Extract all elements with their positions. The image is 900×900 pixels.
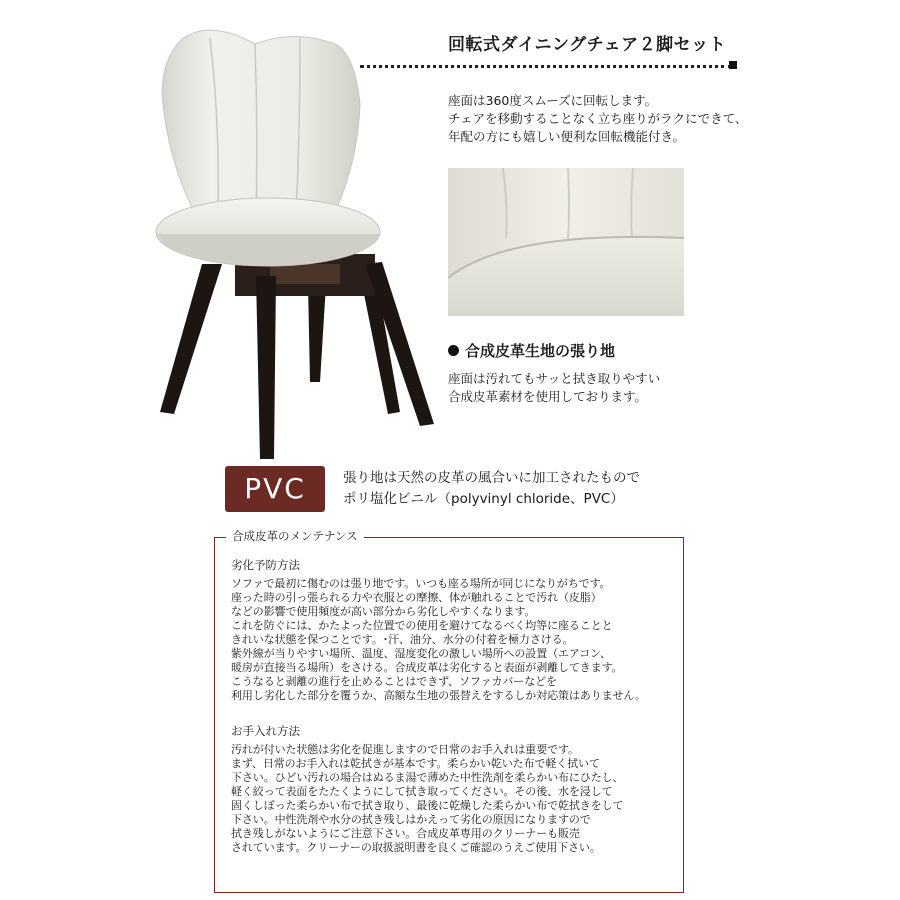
- swivel-description: [448, 92, 747, 146]
- swivel-description-line: チェアを移動することなく立ち座りがラクにできて、: [448, 111, 748, 126]
- care-heading: お手入れ方法: [231, 724, 300, 738]
- care-line: 下さい。ひどい汚れの場合はぬるま湯で薄めた中性洗剤を柔らかい布にひたし、: [231, 771, 624, 784]
- care-line: 拭き残しがないようにご注意下さい。合成皮革専用のクリーナーも販売: [231, 827, 580, 840]
- prevention-line: これを防ぐには、かたよった位置での使用を避けてなるべく均等に座ることと: [231, 619, 613, 632]
- care-line: 下さい。中性洗剤や水分の拭き残しはかえって劣化の原因になりますので: [231, 813, 591, 826]
- pvc-badge: PVC: [225, 466, 325, 512]
- prevention-line: 利用し劣化した部分を覆うか、高額な生地の張替えをするしか対応策はありません。: [231, 689, 646, 702]
- prevention-line: ソファで最初に傷むのは張り地です。いつも座る場所が同じになりがちです。: [231, 577, 611, 590]
- chair-product-image: [150, 14, 450, 464]
- pvc-description-line: 張り地は天然の皮革の風合いに加工されたもので: [343, 470, 640, 486]
- prevention-line: きれいな状態を保つことです。･汗、油分、水分の付着を極力さける。: [231, 633, 574, 646]
- pvc-description: [343, 468, 640, 510]
- prevention-heading: 劣化予防方法: [231, 558, 300, 572]
- product-title: 回転式ダイニングチェア２脚セット: [448, 35, 727, 55]
- care-line: 軽く絞って表面をたたくようにして拭き取ってください。その後、水を浸して: [231, 785, 613, 798]
- care-line: 汚れが付いた状態は劣化を促進しますので日常のお手入れは重要です。: [231, 743, 579, 756]
- feature-description-line: 座面は汚れてもサッと拭き取りやすい: [448, 371, 661, 386]
- pvc-description-line: ポリ塩化ビニル（polyvinyl chloride、PVC）: [343, 491, 624, 507]
- maintenance-legend: 合成皮革のメンテナンス: [226, 528, 364, 544]
- prevention-line: こうなると剥離の進行を止めることはできず、ソファカバーなどを: [231, 675, 557, 688]
- prevention-line: 暖房が直接当る場所）をさける。合成皮革は劣化すると表面が剥離してきます。: [231, 661, 623, 674]
- feature-heading-text: 合成皮革生地の張り地: [465, 342, 616, 360]
- prevention-text: [231, 577, 646, 703]
- care-line: まず、日常のお手入れは乾拭きが基本です。柔らかい乾いた布で軽く拭いて: [231, 757, 600, 770]
- dotted-leader-line: [360, 65, 732, 68]
- prevention-line: 座った時の引っ張られる力や衣服との摩擦、体が触れることで汚れ（皮脂）: [231, 591, 602, 604]
- swivel-description-line: 年配の方にも嬉しい便利な回転機能付き。: [448, 129, 686, 144]
- feature-description: [448, 370, 660, 406]
- upholstery-closeup-image: [448, 168, 684, 316]
- feature-heading: [448, 340, 615, 361]
- swivel-description-line: 座面は360度スムーズに回転します。: [448, 93, 658, 108]
- feature-description-line: 合成皮革素材を使用しております。: [448, 389, 648, 404]
- care-line: 固くしぼった柔らかい布で拭き取り、最後に乾燥した柔らかい布で乾拭きをして: [231, 799, 624, 812]
- prevention-line: などの影響で使用頻度が高い部分から劣化しやすくなります。: [231, 605, 536, 618]
- prevention-line: 紫外線が当りやすい場所、温度、湿度変化の激しい場所への設置（エアコン、: [231, 647, 612, 660]
- care-line: されています。クリーナーの取扱説明書を良くご確認のうえご使用下さい。: [231, 841, 601, 854]
- bullet-icon: [448, 345, 459, 356]
- care-text: [231, 743, 623, 855]
- leader-end-square: [729, 61, 737, 69]
